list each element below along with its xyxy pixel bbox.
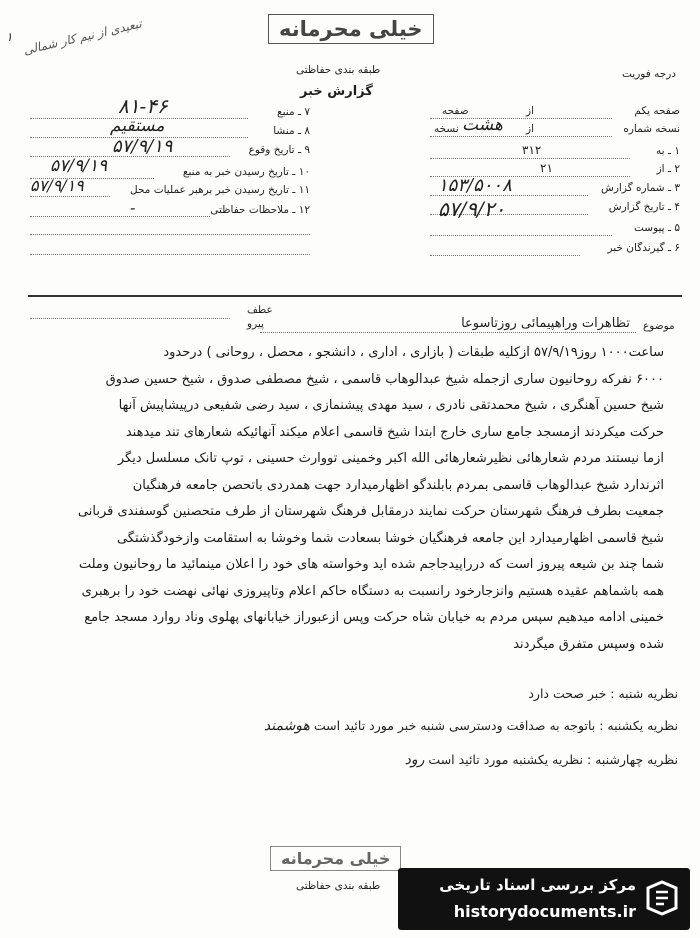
section-divider bbox=[28, 295, 682, 297]
note-signature: هوشمند bbox=[263, 718, 310, 734]
field-line bbox=[260, 332, 636, 333]
note-signature: رود bbox=[404, 752, 425, 768]
footer-classification-caption: طبقه بندی حفاظتی bbox=[296, 880, 381, 892]
field-line bbox=[430, 158, 630, 159]
report-number-value: ۱۵۳/۵۰۰۸ bbox=[438, 175, 512, 196]
occurrence-date-label: ۹ ـ تاریخ وقوع bbox=[248, 144, 310, 156]
body-line: اثرندارد شیخ عبدالوهاب قاسمی بمردم بابلندگو اظهارمیدارد جهت همدردی باتحصن جامعه فرهنگیان bbox=[132, 477, 664, 493]
note-text: باتوجه به صداقت ودسترسی شنبه خبر مورد تائید است bbox=[313, 718, 596, 733]
note-label: نظریه شنبه : bbox=[610, 686, 678, 701]
margin-mark: ۱ bbox=[6, 30, 13, 44]
note-text: نظریه یکشنبه مورد تائید است bbox=[428, 752, 583, 767]
field-line bbox=[30, 318, 230, 319]
source-receipt-date-value: ۵۷/۹/۱۹ bbox=[50, 156, 108, 176]
watermark-title: مرکز بررسی اسناد تاریخی bbox=[439, 876, 636, 894]
archive-logo-icon bbox=[642, 878, 682, 918]
field-line bbox=[430, 235, 612, 236]
body-line: ساعت۱۰۰۰ روز۵۷/۹/۱۹ ازکلیه طبقات ( بازاری ، اداری ، دانشجو ، محصل ، روحانی ) درحدود bbox=[163, 345, 664, 360]
source-receipt-date-label: ۱۰ ـ تاریخ رسیدن خبر به منبع bbox=[182, 166, 310, 178]
field-line bbox=[30, 196, 110, 197]
attachment-label: ۵ ـ پیوست bbox=[633, 222, 680, 234]
security-notes-label: ۱۲ ـ ملاحظات حفاظتی bbox=[210, 204, 310, 216]
field-line bbox=[30, 216, 210, 217]
report-number-label: ۳ ـ شماره گزارش bbox=[601, 182, 680, 194]
body-line: شده وسپس متفرق میگردند bbox=[513, 636, 664, 652]
atf-label: عطف bbox=[247, 304, 273, 316]
classification-caption: طبقه بندی حفاظتی bbox=[296, 64, 381, 76]
copy-value: نسخه bbox=[434, 123, 459, 135]
security-notes-value: - bbox=[130, 198, 136, 217]
to-value: ۳۱۲ bbox=[522, 143, 542, 157]
copy-number-label: نسخه شماره bbox=[623, 123, 680, 135]
body-line: خمینی ادامه میدهیم سپس مردم به خیابان شاه حرکت وپس ازعبوراز خیابانهای پهلوی وناد روارد مسجد جامع bbox=[84, 610, 664, 625]
classification-stamp: خیلی محرمانه bbox=[268, 14, 434, 44]
subject-value: تظاهرات وراهپیمائی روزتاسوعا bbox=[461, 316, 630, 331]
watermark-url: historydocuments.ir bbox=[453, 902, 636, 921]
body-line: جمعیت بطرف فرهنگ شهرستان حرکت نمایند درمقابل فرهنگ شهرستان از طرف متحصنین گوسفندی قربانی bbox=[77, 504, 664, 519]
body-line: ۶۰۰۰ نفرکه روحانیون ساری ازجمله شیخ عبدالوهاب قاسمی ، شیخ مصطفی صدوق ، شیخ حسین صدوق bbox=[105, 371, 664, 387]
field-line bbox=[30, 254, 310, 255]
origin-value: مستقیم bbox=[110, 116, 165, 136]
note-wednesday bbox=[405, 752, 678, 768]
body-line: حرکت میکردند ازمسجد جامع ساری خارج ابتدا شیخ قاسمی اعلام میکند آنهائیکه شعارهای تند میدهند bbox=[125, 424, 664, 440]
to-label: ۱ ـ به bbox=[656, 145, 680, 157]
recipients-label: ۶ ـ گیرندگان خبر bbox=[607, 242, 680, 254]
watermark bbox=[398, 868, 690, 930]
ops-receipt-date-label: ۱۱ ـ تاریخ رسیدن خبر برهبر عملیات محل bbox=[130, 184, 310, 196]
ops-receipt-date-value: ۵۷/۹/۱۹ bbox=[30, 176, 84, 195]
field-line bbox=[30, 234, 310, 235]
occurrence-date-value: ۵۷/۹/۱۹ bbox=[112, 136, 173, 157]
body-line: ازما نیستند مردم شعارهائی نظیرشعارهائی الله اکبر وخمینی تووارث حسینی ، توپ تانک مسلسل دیگر bbox=[117, 451, 664, 466]
report-header-right bbox=[430, 105, 680, 265]
from-field-label: ۲ ـ از bbox=[656, 163, 680, 175]
body-line: شیخ حسین آهنگری ، شیخ محمدتقی نادری ، سید مهدی پیشنمازی ، سید رضی شفیعی درپیشاپیش آنها bbox=[118, 398, 664, 413]
source-value: ۸۱-۴۶ bbox=[118, 94, 168, 118]
source-label: ۷ ـ منبع bbox=[277, 106, 310, 118]
note-text: خبر صحت دارد bbox=[528, 686, 607, 701]
page-value: صفحه bbox=[442, 105, 469, 117]
subject-label: موضوع bbox=[643, 320, 675, 332]
page-number-label: صفحه یکم bbox=[634, 105, 680, 117]
body-line: همه باشماهم عقیده هستیم وانزجارخود رانسبت به دستگاه حاکم اعلام وتاپیروزی نهائی نهضت خود را برهبری bbox=[81, 583, 664, 599]
body-line: شیخ قاسمی اظهارمیدارد این جامعه فرهنگیان خوشا بسعادت شما وخوشا به استقامت وازخودگذشتگی bbox=[116, 530, 664, 546]
body-line: شما چند بن شیعه پیروز است که درراپیدجاجم شده اید وخواسته های خود را اعلان مینمائید ما روحانیون وملت bbox=[78, 557, 664, 572]
field-line bbox=[430, 118, 612, 119]
corner-handwritten-note: تبعیدی از نیم کار شمالی bbox=[21, 16, 143, 58]
report-header-left bbox=[30, 94, 310, 258]
report-date-value: ۵۷/۹/۲۰ bbox=[438, 197, 506, 221]
report-date-label: ۴ ـ تاریخ گزارش bbox=[608, 201, 680, 213]
peyro-label: پیرو bbox=[247, 318, 264, 330]
note-sunday bbox=[264, 718, 678, 734]
from-label: از bbox=[526, 123, 534, 135]
copy-count-value: هشت bbox=[462, 115, 503, 135]
from-label: از bbox=[526, 105, 534, 117]
priority-label: درجه فوریت bbox=[622, 68, 676, 80]
report-body bbox=[38, 340, 664, 658]
origin-label: ۸ ـ منشا bbox=[273, 125, 310, 137]
footer-classification-stamp: خیلی محرمانه bbox=[270, 846, 401, 871]
note-saturday bbox=[528, 686, 678, 701]
report-title: گزارش خبر bbox=[300, 84, 373, 99]
from-field-value: ۲۱ bbox=[540, 161, 553, 175]
field-line bbox=[430, 136, 612, 137]
note-label: نظریه یکشنبه : bbox=[599, 718, 678, 733]
note-label: نظریه چهارشنبه : bbox=[586, 752, 678, 767]
field-line bbox=[430, 255, 580, 256]
